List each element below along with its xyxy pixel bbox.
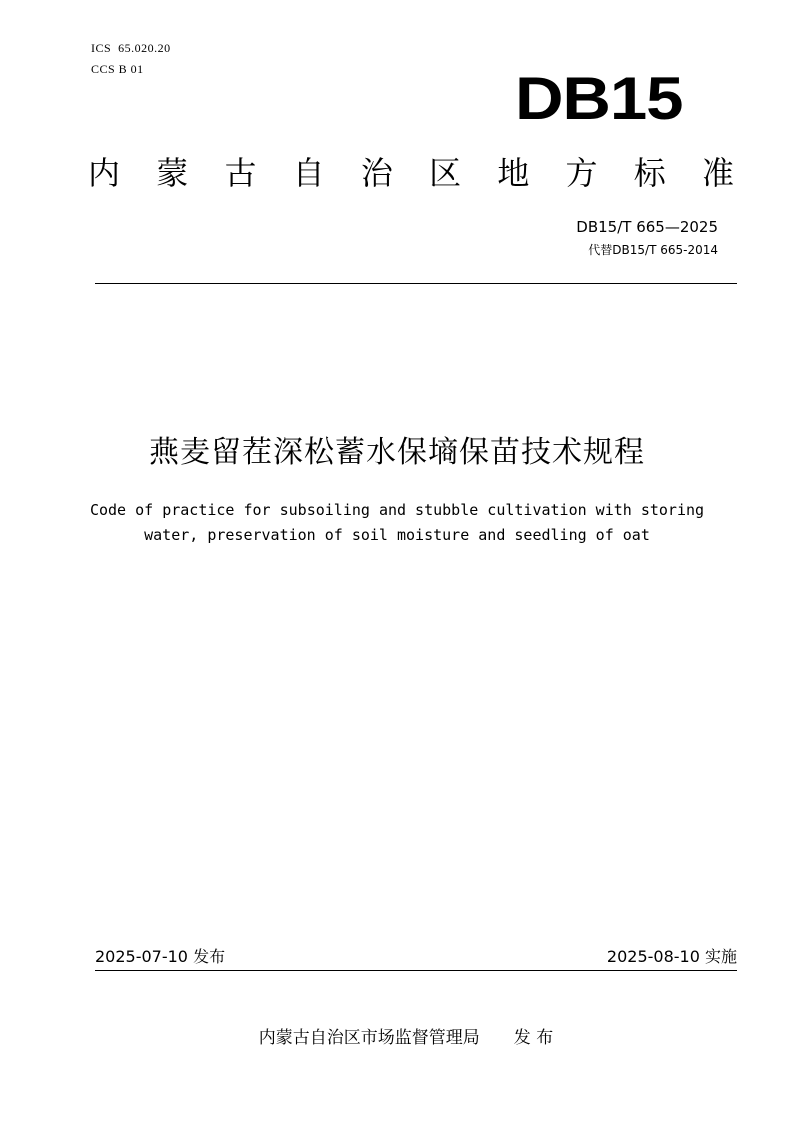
- english-title: [60, 498, 734, 548]
- organization-title-char: 蒙: [156, 154, 189, 192]
- db15-logo: DB15: [515, 65, 683, 132]
- organization-title-char: 标: [633, 154, 666, 192]
- bottom-divider: [95, 970, 737, 971]
- classification-codes: [91, 38, 171, 80]
- ccs-code: CCS B 01: [91, 62, 144, 76]
- organization-title-char: 准: [701, 154, 734, 192]
- organization-title: [88, 150, 734, 196]
- standard-number: DB15/T 665—2025: [576, 218, 718, 236]
- organization-title-char: 内: [88, 154, 121, 192]
- issuer-name: 内蒙古自治区市场监督管理局: [258, 1028, 480, 1048]
- issuer-action: 发 布: [513, 1028, 554, 1048]
- replaces-standard: 代替DB15/T 665-2014: [588, 243, 718, 257]
- organization-title-char: 区: [429, 154, 462, 192]
- top-divider: [95, 283, 737, 284]
- effective-date: 2025-08-10 实施: [606, 947, 737, 966]
- organization-title-char: 治: [360, 154, 393, 192]
- chinese-title: 燕麦留茬深松蓄水保墒保苗技术规程: [149, 435, 645, 470]
- publish-date: 2025-07-10 发布: [95, 947, 226, 966]
- organization-title-char: 自: [292, 154, 325, 192]
- english-title-line: Code of practice for subsoiling and stubble cultivation with storing: [89, 501, 705, 519]
- organization-title-char: 地: [497, 154, 530, 192]
- english-title-line: water, preservation of soil moisture and seedling of oat: [144, 526, 650, 544]
- organization-title-char: 方: [565, 154, 598, 192]
- organization-title-char: 古: [224, 154, 257, 192]
- issuer: [0, 1026, 794, 1050]
- ics-code: ICS 65.020.20: [91, 41, 171, 55]
